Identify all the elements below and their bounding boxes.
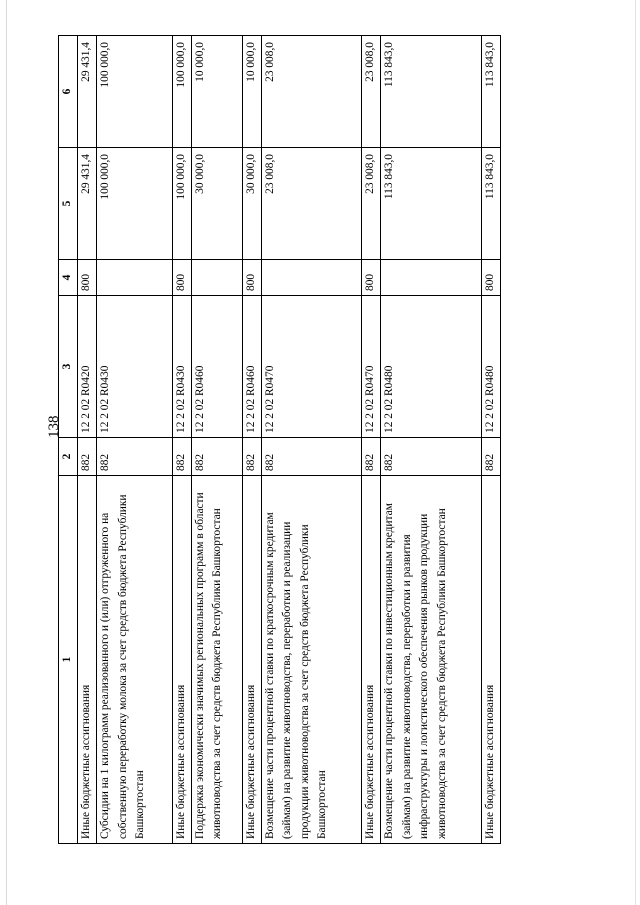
cell-value-6: 113 843,0 bbox=[482, 36, 501, 148]
header-col-4: 4 bbox=[59, 260, 78, 296]
scan-edge-left bbox=[6, 0, 7, 905]
cell-name: Иные бюджетные ассигнования bbox=[482, 476, 501, 844]
table-row bbox=[191, 36, 242, 844]
cell-code: 12 2 02 R0420 bbox=[78, 296, 97, 438]
header-col-3: 3 bbox=[59, 296, 78, 438]
cell-value-5: 23 008,0 bbox=[362, 148, 381, 260]
cell-admin: 882 bbox=[97, 438, 173, 476]
scan-edge-right bbox=[635, 0, 636, 905]
table-row bbox=[482, 36, 501, 844]
cell-code: 12 2 02 R0430 bbox=[172, 296, 191, 438]
table-row bbox=[97, 36, 173, 844]
cell-value-6: 29 431,4 bbox=[78, 36, 97, 148]
cell-type bbox=[97, 260, 173, 296]
cell-name: Субсидии на 1 килограмм реализованного и (или) отгруженного на собственную переработку молока за счет средств бюджета Республики Башкортостан bbox=[97, 476, 173, 844]
cell-type bbox=[191, 260, 242, 296]
cell-code: 12 2 02 R0470 bbox=[362, 296, 381, 438]
cell-admin: 882 bbox=[261, 438, 362, 476]
cell-code: 12 2 02 R0430 bbox=[97, 296, 173, 438]
cell-admin: 882 bbox=[191, 438, 242, 476]
cell-type: 800 bbox=[362, 260, 381, 296]
cell-value-5: 29 431,4 bbox=[78, 148, 97, 260]
header-col-1: 1 bbox=[59, 476, 78, 844]
cell-value-5: 100 000,0 bbox=[172, 148, 191, 260]
cell-code: 12 2 02 R0460 bbox=[242, 296, 261, 438]
cell-value-5: 113 843,0 bbox=[381, 148, 482, 260]
table-row bbox=[381, 36, 482, 844]
cell-name: Иные бюджетные ассигнования bbox=[242, 476, 261, 844]
cell-value-6: 10 000,0 bbox=[191, 36, 242, 148]
page-number: 138 bbox=[46, 415, 62, 438]
table-row bbox=[172, 36, 191, 844]
cell-admin: 882 bbox=[78, 438, 97, 476]
cell-name: Иные бюджетные ассигнования bbox=[362, 476, 381, 844]
cell-value-6: 113 843,0 bbox=[381, 36, 482, 148]
cell-admin: 882 bbox=[362, 438, 381, 476]
cell-name: Иные бюджетные ассигнования bbox=[78, 476, 97, 844]
cell-type: 800 bbox=[242, 260, 261, 296]
cell-value-5: 23 008,0 bbox=[261, 148, 362, 260]
cell-value-5: 113 843,0 bbox=[482, 148, 501, 260]
cell-value-5: 30 000,0 bbox=[242, 148, 261, 260]
budget-table bbox=[58, 35, 501, 844]
table-row bbox=[242, 36, 261, 844]
cell-code: 12 2 02 R0480 bbox=[482, 296, 501, 438]
cell-value-6: 100 000,0 bbox=[97, 36, 173, 148]
budget-table-container bbox=[58, 36, 501, 844]
header-col-5: 5 bbox=[59, 148, 78, 260]
cell-admin: 882 bbox=[242, 438, 261, 476]
cell-admin: 882 bbox=[381, 438, 482, 476]
cell-name: Возмещение части процентной ставки по инвестиционным кредитам (займам) на развитие животноводства, переработки и развития инфраструктуры и логистического обеспечения рынков продукции животноводства за счет средств бюджета Республики Башкортостан bbox=[381, 476, 482, 844]
cell-value-5: 100 000,0 bbox=[97, 148, 173, 260]
cell-name: Поддержка экономически значимых региональных программ в области животноводства за счет средств бюджета Республики Башкортостан bbox=[191, 476, 242, 844]
header-col-6: 6 bbox=[59, 36, 78, 148]
cell-value-6: 10 000,0 bbox=[242, 36, 261, 148]
cell-type: 800 bbox=[78, 260, 97, 296]
cell-type: 800 bbox=[482, 260, 501, 296]
cell-admin: 882 bbox=[482, 438, 501, 476]
cell-code: 12 2 02 R0460 bbox=[191, 296, 242, 438]
table-body bbox=[78, 36, 501, 844]
cell-value-6: 23 008,0 bbox=[362, 36, 381, 148]
cell-value-5: 30 000,0 bbox=[191, 148, 242, 260]
cell-type: 800 bbox=[172, 260, 191, 296]
table-row bbox=[362, 36, 381, 844]
header-row bbox=[59, 36, 78, 844]
cell-value-6: 23 008,0 bbox=[261, 36, 362, 148]
header-col-2: 2 bbox=[59, 438, 78, 476]
cell-name: Возмещение части процентной ставки по краткосрочным кредитам (займам) на развитие животноводства, переработки и реализации продукции животноводства за счет средств бюджета Республики Башкортостан bbox=[261, 476, 362, 844]
cell-code: 12 2 02 R0480 bbox=[381, 296, 482, 438]
cell-value-6: 100 000,0 bbox=[172, 36, 191, 148]
table-header bbox=[59, 36, 78, 844]
cell-type bbox=[261, 260, 362, 296]
cell-admin: 882 bbox=[172, 438, 191, 476]
cell-code: 12 2 02 R0470 bbox=[261, 296, 362, 438]
cell-type bbox=[381, 260, 482, 296]
cell-name: Иные бюджетные ассигнования bbox=[172, 476, 191, 844]
table-row bbox=[261, 36, 362, 844]
table-row bbox=[78, 36, 97, 844]
